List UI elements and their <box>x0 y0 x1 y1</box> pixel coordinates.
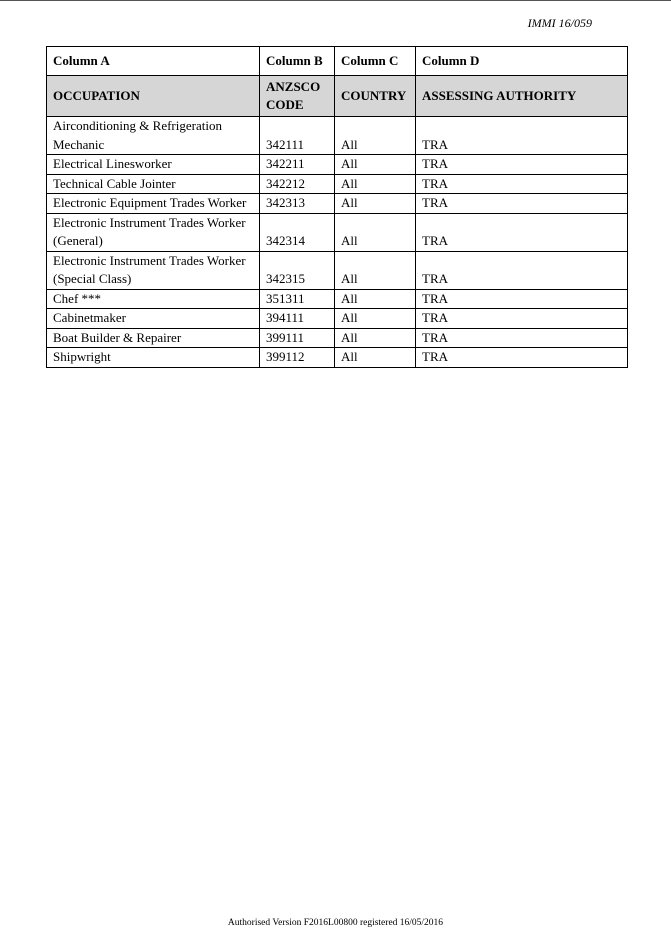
country-cell: All <box>335 194 416 214</box>
table-row <box>47 194 628 214</box>
assessing-authority-cell: TRA <box>416 155 628 175</box>
table-row <box>47 309 628 329</box>
table-row <box>47 174 628 194</box>
assessing-authority-cell: TRA <box>416 328 628 348</box>
footer-text: Authorised Version F2016L00800 registered 16/05/2016 <box>227 918 444 928</box>
anzsco-code-cell: 342313 <box>260 194 335 214</box>
occupation-cell: Electrical Linesworker <box>47 155 260 175</box>
occupation-cell: Shipwright <box>47 348 260 368</box>
assessing-authority-cell: TRA <box>416 194 628 214</box>
top-rule <box>0 0 671 1</box>
column-label: Column B <box>260 47 335 76</box>
country-cell: All <box>335 117 416 155</box>
anzsco-code-cell: 342211 <box>260 155 335 175</box>
table-row <box>47 155 628 175</box>
occupation-cell: Electronic Equipment Trades Worker <box>47 194 260 214</box>
anzsco-code-cell: 394111 <box>260 309 335 329</box>
column-label: Column C <box>335 47 416 76</box>
table-row <box>47 213 628 251</box>
anzsco-code-cell: 399112 <box>260 348 335 368</box>
column-header-row <box>47 47 628 76</box>
assessing-authority-cell: TRA <box>416 117 628 155</box>
assessing-authority-header: ASSESSING AUTHORITY <box>416 76 628 117</box>
occupation-cell: Electronic Instrument Trades Worker (Special Class) <box>47 251 260 289</box>
field-header-row <box>47 76 628 117</box>
anzsco-code-cell: 342314 <box>260 213 335 251</box>
table-row <box>47 328 628 348</box>
assessing-authority-cell: TRA <box>416 213 628 251</box>
assessing-authority-cell: TRA <box>416 251 628 289</box>
assessing-authority-cell: TRA <box>416 348 628 368</box>
code-label: CODE <box>266 97 304 112</box>
anzsco-label: ANZSCO <box>266 78 321 94</box>
country-cell: All <box>335 251 416 289</box>
anzsco-code-header <box>260 76 335 117</box>
column-label: Column D <box>416 47 628 76</box>
country-cell: All <box>335 155 416 175</box>
occupation-cell: Technical Cable Jointer <box>47 174 260 194</box>
country-cell: All <box>335 213 416 251</box>
occupation-cell: Electronic Instrument Trades Worker (General) <box>47 213 260 251</box>
table-row <box>47 251 628 289</box>
table-row <box>47 289 628 309</box>
anzsco-code-cell: 342111 <box>260 117 335 155</box>
occupation-cell: Boat Builder & Repairer <box>47 328 260 348</box>
occupation-table <box>46 46 628 368</box>
assessing-authority-cell: TRA <box>416 289 628 309</box>
occupation-cell: Airconditioning & Refrigeration Mechanic <box>47 117 260 155</box>
table-body <box>47 117 628 368</box>
country-cell: All <box>335 328 416 348</box>
anzsco-code-cell: 342212 <box>260 174 335 194</box>
assessing-authority-cell: TRA <box>416 174 628 194</box>
country-cell: All <box>335 348 416 368</box>
document-reference: IMMI 16/059 <box>527 16 592 30</box>
occupation-cell: Chef *** <box>47 289 260 309</box>
country-cell: All <box>335 174 416 194</box>
country-cell: All <box>335 309 416 329</box>
anzsco-code-cell: 351311 <box>260 289 335 309</box>
country-cell: All <box>335 289 416 309</box>
column-label: Column A <box>47 47 260 76</box>
table-row <box>47 117 628 155</box>
anzsco-code-cell: 399111 <box>260 328 335 348</box>
table-row <box>47 348 628 368</box>
occupation-header: OCCUPATION <box>47 76 260 117</box>
occupation-cell: Cabinetmaker <box>47 309 260 329</box>
anzsco-code-cell: 342315 <box>260 251 335 289</box>
assessing-authority-cell: TRA <box>416 309 628 329</box>
country-header: COUNTRY <box>335 76 416 117</box>
